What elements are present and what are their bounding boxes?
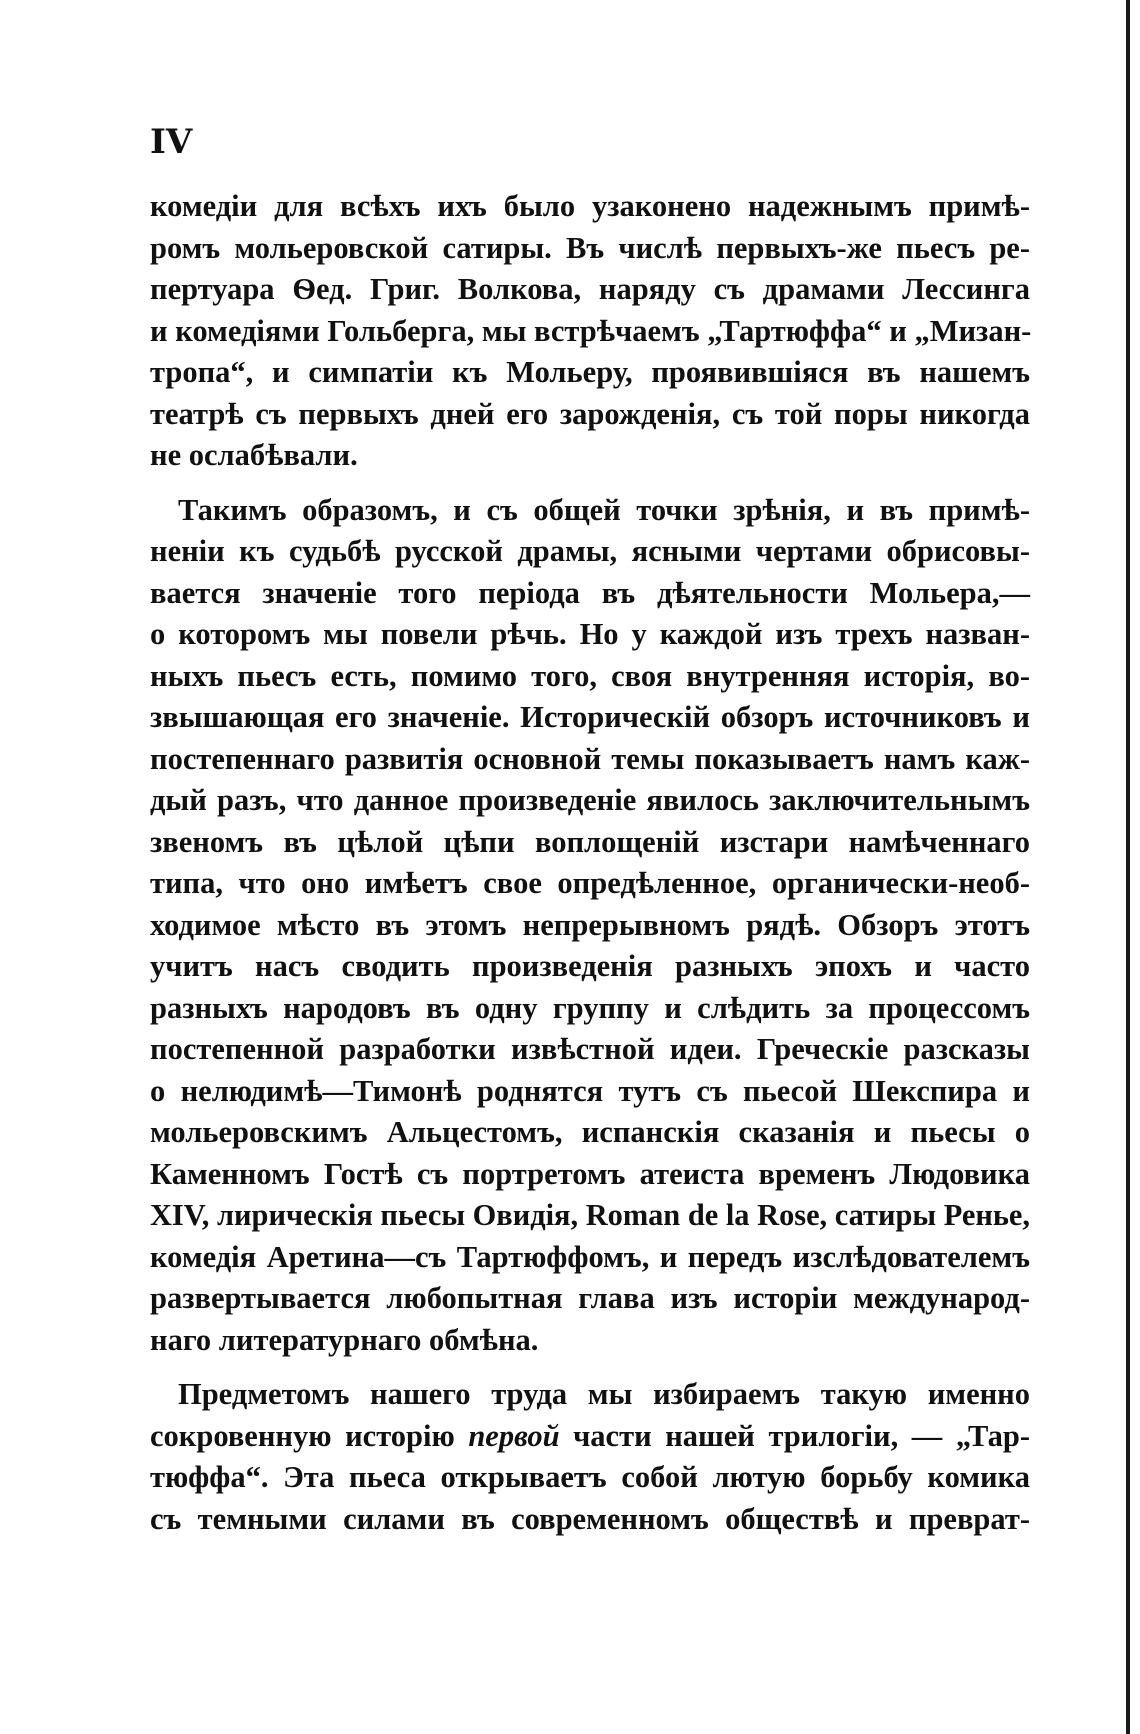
text-line: наго литературнаго обмѣна. [150,1322,539,1357]
text-line: постепеннаго развитія основной темы показываетъ намъ каж- [150,741,1030,776]
paragraph-1 [150,186,1030,477]
paragraph-2 [150,490,1030,1362]
text-line: не ослабѣвали. [150,438,358,472]
paragraph-3 [150,1374,1030,1540]
italic-word: первой [468,1418,560,1453]
text-line: комедіи для всѣхъ ихъ было узаконено надежнымъ примѣ- [150,189,1030,223]
text-line: театрѣ съ первыхъ дней его зарожденія, съ той поры никогда [150,396,1030,431]
text-line: XIV, лирическія пьесы Овидія, Roman de la Rose, сатиры Ренье, [150,1198,1030,1232]
text-line: и комедіями Гольберга, мы встрѣчаемъ „Тартюффа“ и „Мизан- [150,313,1032,348]
text-line: тропа“, и симпатіи къ Мольеру, проявившіяся въ нашемъ [150,355,1030,389]
text-line: развертывается любопытная глава изъ исторіи международ- [150,1281,1030,1315]
text-line: ходимое мѣсто въ этомъ непрерывномъ рядѣ. Обзоръ этотъ [150,907,1030,942]
text-line: съ темными силами въ современномъ обществѣ и преврат- [150,1501,1030,1536]
text-fragment: части нашей трилогіи, — „Тар- [559,1418,1030,1453]
text-line: типа, что оно имѣетъ свое опредѣленное, органически-необ- [150,866,1030,900]
text-line: мольеровскимъ Альцестомъ, испанскія сказанія и пьесы о [150,1115,1030,1149]
text-line: дый разъ, что данное произведеніе явилось заключительнымъ [150,783,1030,817]
text-line: звышающая его значеніе. Историческій обзоръ источниковъ и [150,700,1030,734]
page-number: IV [150,122,193,162]
body-text [150,186,1030,1540]
text-line: ныхъ пьесъ есть, помимо того, своя внутренняя исторія, во- [150,658,1030,693]
text-line: пертуара Ѳед. Григ. Волкова, наряду съ драмами Лессинга [150,272,1030,306]
text-line: о которомъ мы повели рѣчь. Но у каждой изъ трехъ назван- [150,617,1030,651]
text-line: учитъ насъ сводить произведенія разныхъ эпохъ и часто [150,949,1030,983]
text-line: разныхъ народовъ въ одну группу и слѣдить за процессомъ [150,990,1030,1025]
text-line: о нелюдимѣ—Тимонѣ роднятся тутъ съ пьесой Шекспира и [150,1073,1030,1108]
text-line: звеномъ въ цѣлой цѣпи воплощеній изстари намѣченнаго [150,824,1030,859]
text-line: комедія Аретина—съ Тартюффомъ, и передъ изслѣдователемъ [150,1239,1030,1274]
text-line: Такимъ образомъ, и съ общей точки зрѣнія, и въ примѣ- [178,492,1030,527]
text-line: постепенной разработки извѣстной идеи. Греческіе разсказы [150,1032,1030,1066]
text-line-with-italic [150,1416,1030,1458]
text-line: неніи къ судьбѣ русской драмы, ясными чертами обрисовы- [150,534,1030,568]
text-line: ромъ мольеровской сатиры. Въ числѣ первыхъ-же пьесъ ре- [150,230,1030,265]
text-line: Каменномъ Гостѣ съ портретомъ атеиста временъ Людовика [150,1156,1030,1191]
text-line: тюффа“. Эта пьеса открываетъ собой лютую борьбу комика [150,1460,1030,1494]
page-edge-border [1126,0,1130,1734]
text-fragment: сокровенную исторію [150,1418,469,1453]
text-line: вается значеніе того періода въ дѣятельности Мольера,— [150,575,1030,610]
text-line: Предметомъ нашего труда мы избираемъ такую именно [178,1377,1030,1411]
